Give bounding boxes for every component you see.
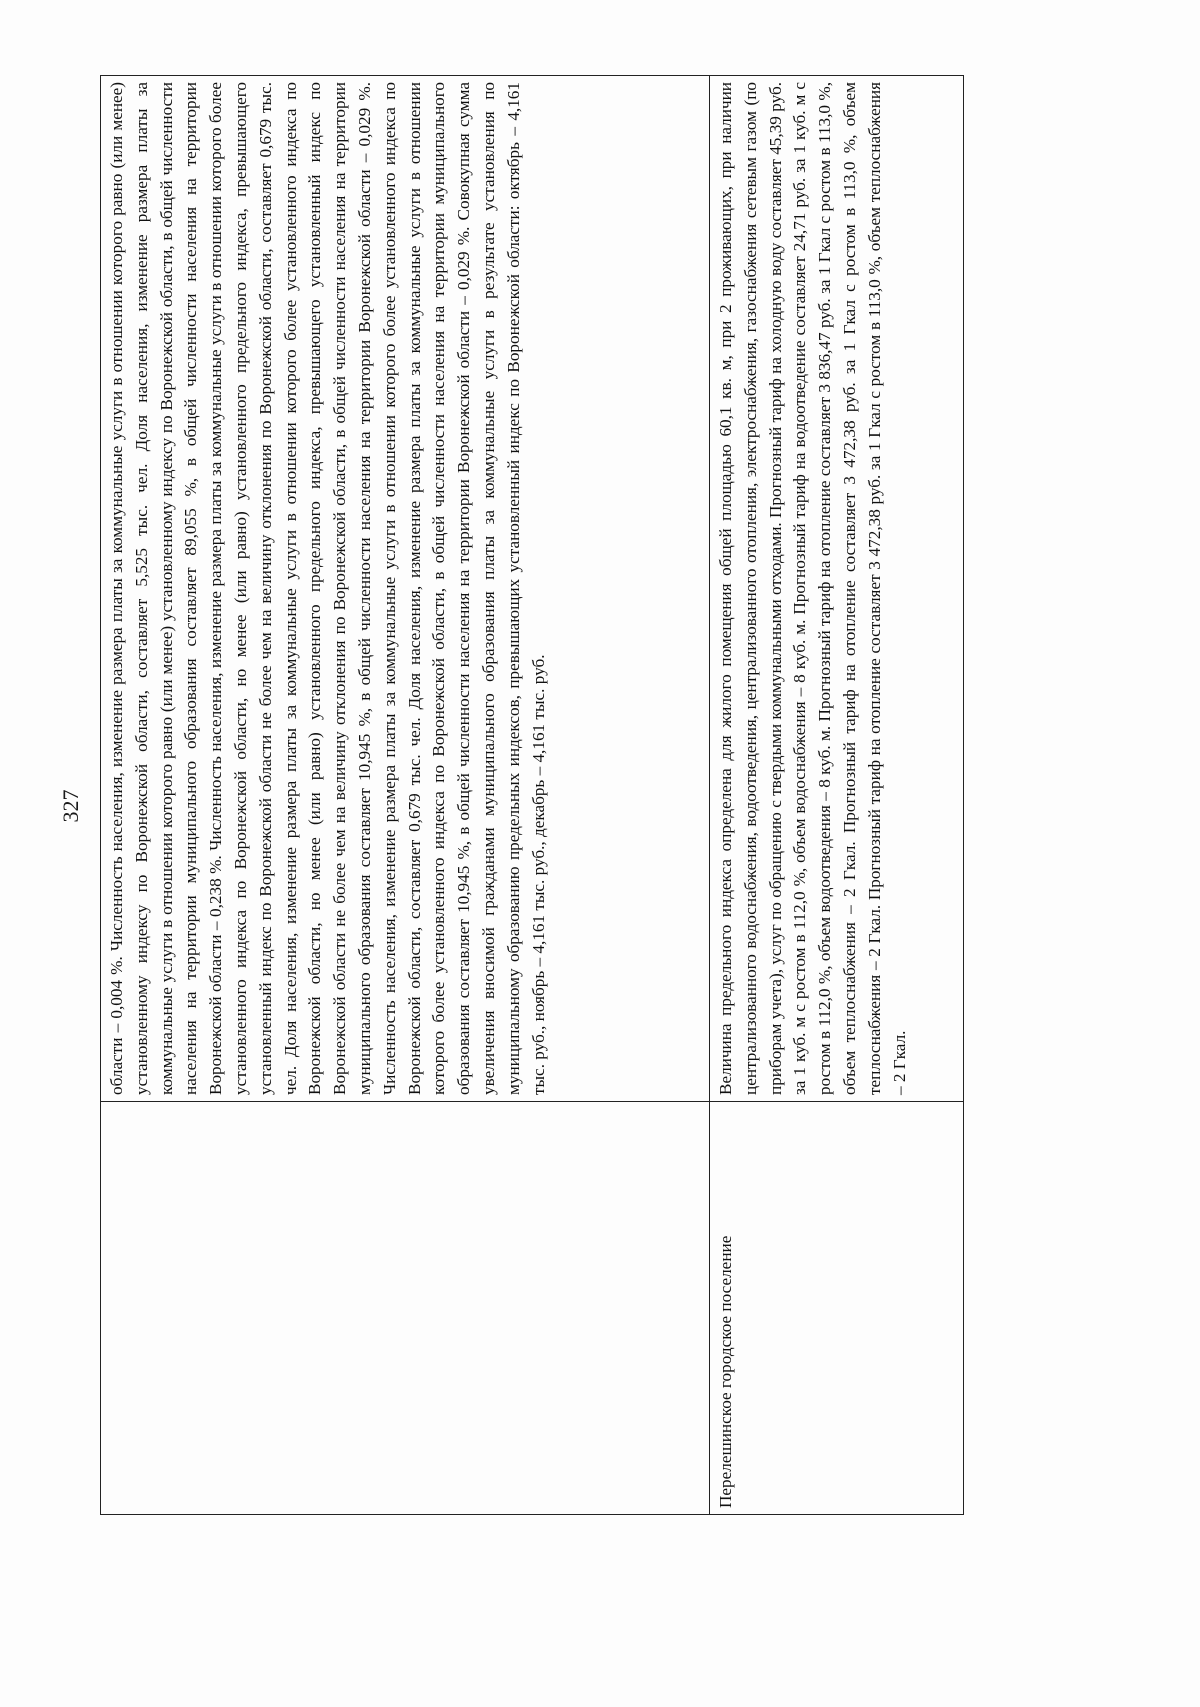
- municipality-cell: [710, 1102, 964, 1515]
- municipal-index-table: [100, 75, 964, 1515]
- municipality-cell: [101, 1102, 710, 1515]
- description-cell: [710, 76, 964, 1102]
- description-cell: [101, 76, 710, 1102]
- table-row: [101, 76, 710, 1515]
- description-text: Величина предельного индекса определена для жилого помещения общей площадью 60,1 кв. м, при 2 проживающих, при наличии централизованного водоснабжения, водоотведения, централизованного отопления, электроснабжения, газоснабжения сетевым газом (по приборам учета), услуг по обращению с твердыми коммунальными отходами. Прогнозный тариф на холодную воду составляет 45,39 руб. за 1 куб. м с ростом в 112,0 %, объем водоснабжения – 8 куб. м. Прогнозный тариф на водоотведение составляет 24,71 руб. за 1 куб. м с ростом в 112,0 %, объем водоотведения – 8 куб. м. Прогнозный тариф на отопление составляет 3 836,47 руб. за 1 Гкал с ростом в 113,0 %, объем теплоснабжения – 2 Гкал. Прогнозный тариф на отопление составляет 3 472,38 руб. за 1 Гкал с ростом в 113,0 %, объем теплоснабжения – 2 Гкал. Прогнозный тариф на отопление составляет 3 472,38 руб. за 1 Гкал с ростом в 113,0 %, объем теплоснабжения – 2 Гкал.: [716, 82, 909, 1095]
- description-text: области – 0,004 %. Численность населения, изменение размера платы за коммунальные услуги в отношении которого равно (или менее) установленному индексу по Воронежской области, составляет 5,525 тыс. чел. Доля населения, изменение размера платы за коммунальные услуги в отношении которого равно (или менее) установленному индексу по Воронежской области, в общей численности населения на территории муниципального образования составляет 89,055 %, в общей численности населения на территории Воронежской области – 0,238 %. Численность населения, изменение размера платы за коммунальные услуги в отношении которого более установленного индекса по Воронежской области, но менее (или равно) установленного предельного индекса, превышающего установленный индекс по Воронежской области не более чем на величину отклонения по Воронежской области, составляет 0,679 тыс. чел. Доля населения, изменение размера платы за коммунальные услуги в отношении которого более установленного индекса по Воронежской области, но менее (или равно) установленного предельного индекса, превышающего установленный индекс по Воронежской области не более чем на величину отклонения по Воронежской области, в общей численности населения на территории муниципального образования составляет 10,945 %, в общей численности населения на территории Воронежской области – 0,029 %. Численность населения, изменение размера платы за коммунальные услуги в отношении которого более установленного индекса по Воронежской области, составляет 0,679 тыс. чел. Доля населения, изменение размера платы за коммунальные услуги в отношении которого более установленного индекса по Воронежской области, в общей численности населения на территории муниципального образования составляет 10,945 %, в общей численности населения на территории Воронежской области – 0,029 %. Совокупная сумма увеличения вносимой гражданами муниципального образования платы за коммунальные услуги в результате установления по муниципальному образованию предельных индексов, превышающих установленный индекс по Воронежской области: октябрь – 4,161 тыс. руб., ноябрь – 4,161 тыс. руб., декабрь – 4,161 тыс. руб.: [107, 82, 548, 1095]
- municipality-name: Перелешинское городское поселение: [716, 1235, 735, 1508]
- table-row: [710, 76, 964, 1515]
- page-number: 327: [58, 789, 83, 823]
- rotated-table-container: [100, 75, 1080, 1515]
